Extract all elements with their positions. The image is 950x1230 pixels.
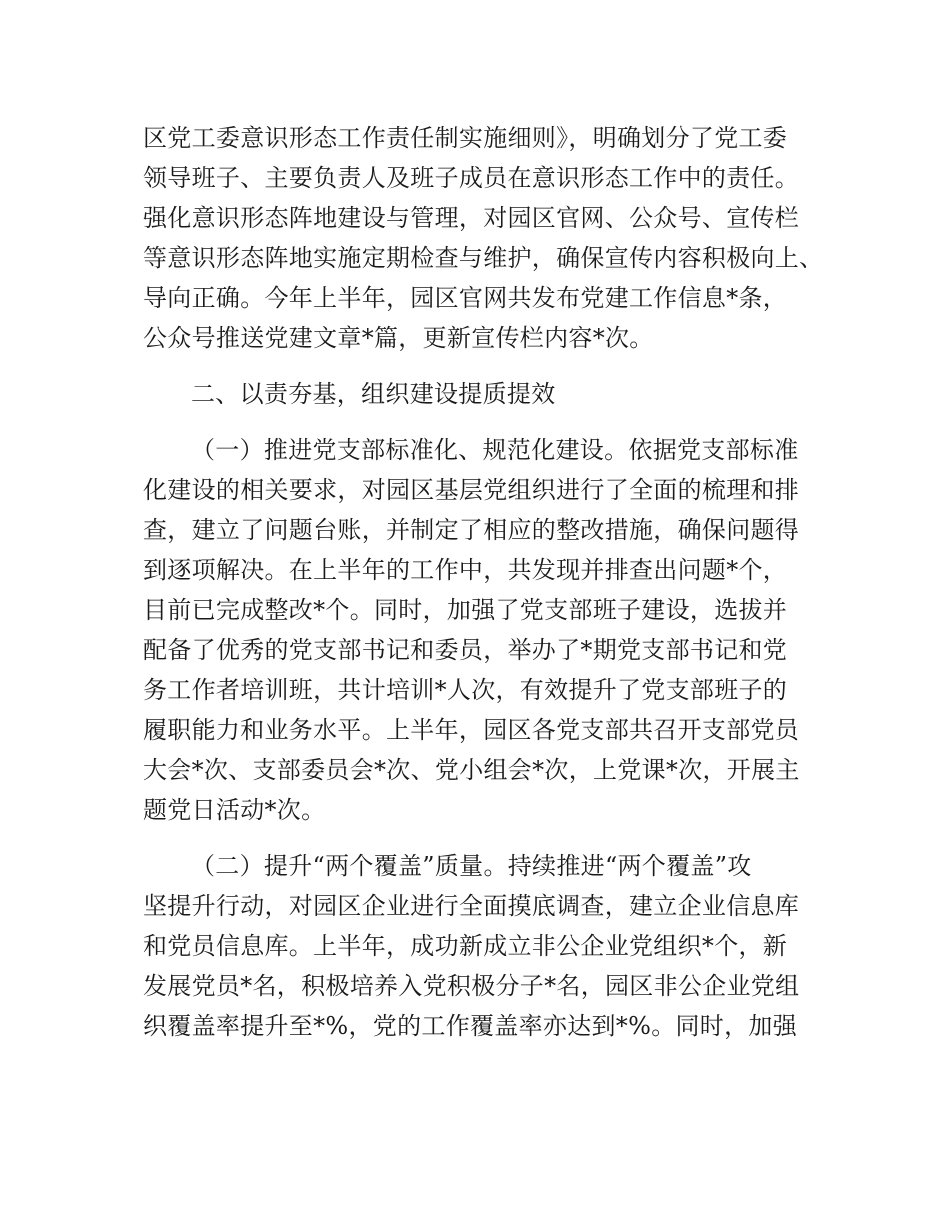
- text-line: 强化意识形态阵地建设与管理，对园区官网、公众号、宣传栏: [143, 204, 800, 232]
- text-line: 等意识形态阵地实施定期检查与维护，确保宣传内容积极向上、: [143, 244, 824, 272]
- text-line: 导向正确。今年上半年，园区官网共发布党建工作信息*条，: [143, 284, 788, 312]
- text-line: 目前已完成整改*个。同时，加强了党支部班子建设，选拔并: [143, 596, 788, 624]
- document-body: [143, 118, 824, 1046]
- text-line: 配备了优秀的党支部书记和委员，举办了*期党支部书记和党: [143, 636, 788, 664]
- text-line: 区党工委意识形态工作责任制实施细则》，明确划分了党工委: [143, 124, 788, 152]
- text-line: 务工作者培训班，共计培训*人次，有效提升了党支部班子的: [143, 676, 788, 704]
- text-line: 织覆盖率提升至*%，党的工作覆盖率亦达到*%。同时，加强: [143, 1012, 798, 1040]
- text-line: （一）推进党支部标准化、规范化建设。依据党支部标准: [191, 436, 799, 464]
- text-line: （二）提升“两个覆盖”质量。持续推进“两个覆盖”攻: [191, 852, 752, 880]
- text-line: 题党日活动*次。: [143, 796, 326, 824]
- paragraph-two-coverages: [143, 846, 813, 1046]
- text-line: 坚提升行动，对园区企业进行全面摸底调查，建立企业信息库: [143, 892, 800, 920]
- section-heading: [143, 374, 813, 414]
- paragraph-ideology-front: [143, 118, 824, 358]
- text-line: 到逐项解决。在上半年的工作中，共发现并排查出问题*个，: [143, 556, 788, 584]
- paragraph-branch-standardization: [143, 430, 813, 830]
- text-line: 和党员信息库。上半年，成功新成立非公企业党组织*个，新: [143, 932, 788, 960]
- text-line: 大会*次、支部委员会*次、党小组会*次，上党课*次，开展主: [143, 756, 800, 784]
- text-line: 领导班子、主要负责人及班子成员在意识形态工作中的责任。: [143, 164, 800, 192]
- text-line: 发展党员*名，积极培养入党积极分子*名，园区非公企业党组: [143, 972, 800, 1000]
- text-line: 履职能力和业务水平。上半年，园区各党支部共召开支部党员: [143, 716, 800, 744]
- text-line: 公众号推送党建文章*篇，更新宣传栏内容*次。: [143, 324, 654, 352]
- text-line: 查，建立了问题台账，并制定了相应的整改措施，确保问题得: [143, 516, 800, 544]
- section-heading-text: 二、以责夯基，组织建设提质提效: [191, 380, 556, 408]
- text-line: 化建设的相关要求，对园区基层党组织进行了全面的梳理和排: [143, 476, 800, 504]
